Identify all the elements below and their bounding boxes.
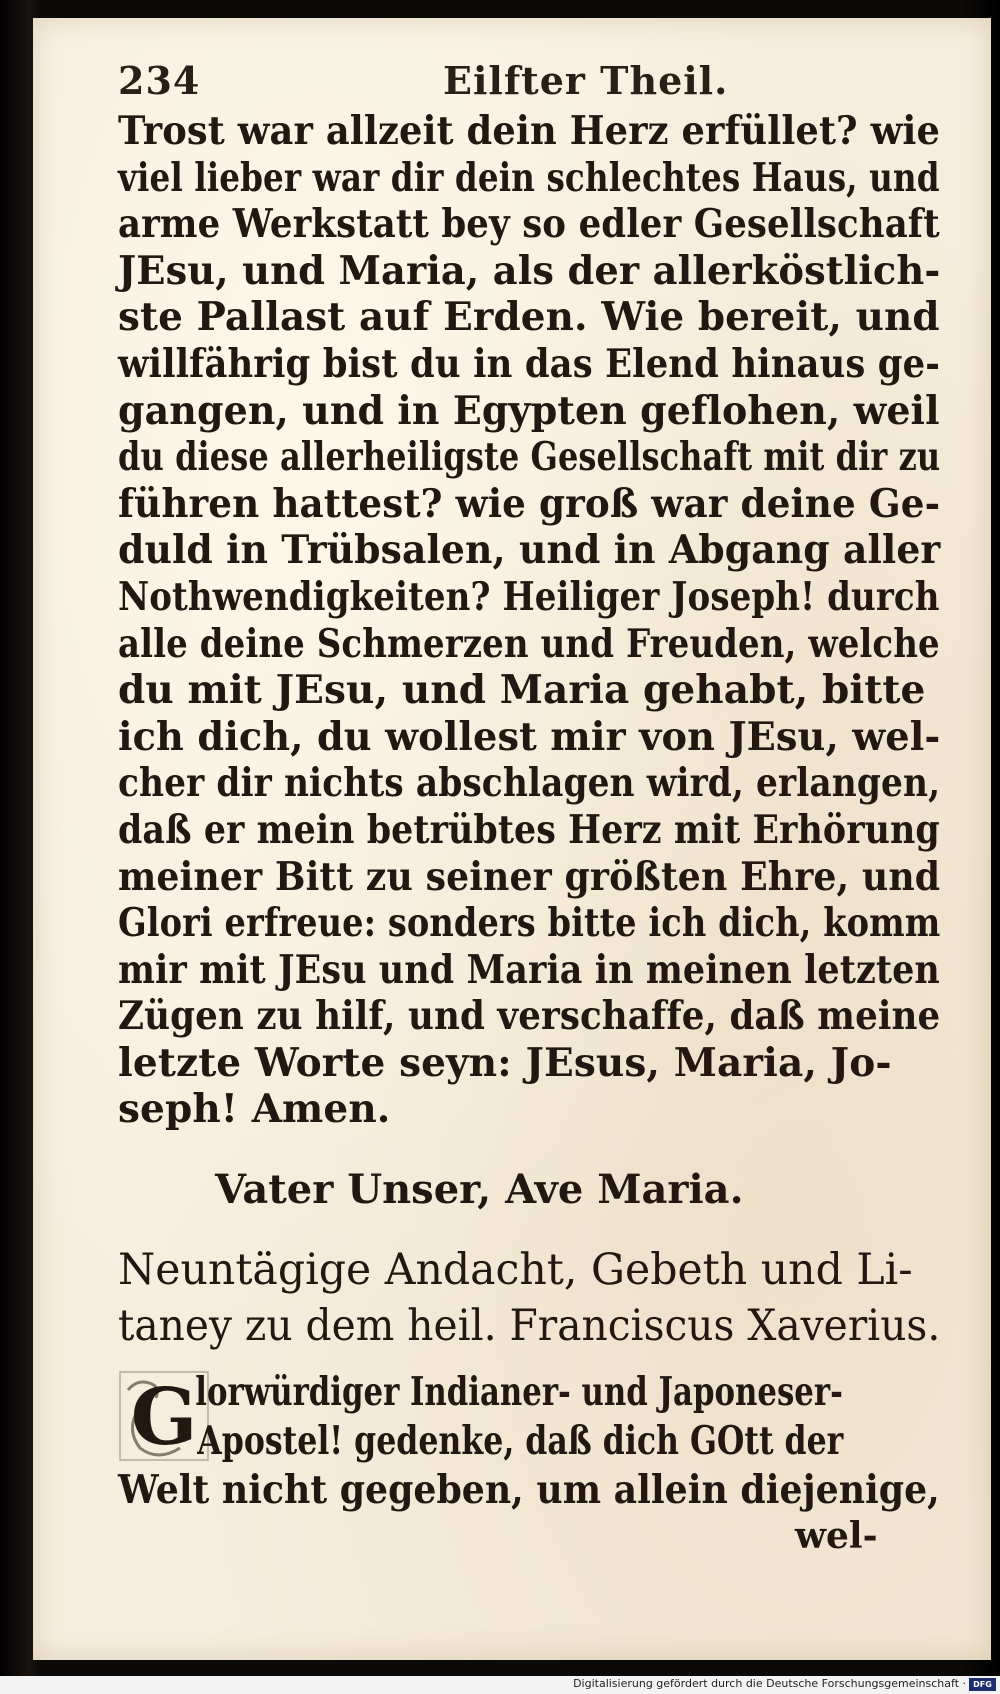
text-line: duld in Trübsalen, und in Abgang aller [118, 527, 941, 574]
text-line: lorwürdiger Indianer- und Japoneser- [195, 1369, 843, 1415]
body-text [118, 108, 940, 1133]
text-line: Welt nicht gegeben, um allein diejenige, [118, 1467, 940, 1513]
section-text [118, 1368, 948, 1515]
dfg-logo: DFG [969, 1678, 996, 1691]
text-line: du mit JEsu, und Maria gehabt, bitte [118, 667, 926, 714]
text-line: arme Werkstatt bey so edler Gesellschaft [118, 201, 940, 248]
running-head-title: Eilfter Theil. [443, 58, 729, 103]
page-number: 234 [118, 58, 201, 103]
heading-line: Neuntägige Andacht, Gebeth und Li- [118, 1245, 913, 1295]
text-line: Trost war allzeit dein Herz erfüllet? wie [118, 108, 940, 154]
text-line: meiner Bitt zu seiner größten Ehre, und [118, 853, 941, 900]
catchword: wel- [795, 1515, 878, 1557]
text-line: gangen, und in Egypten geflohen, weil [118, 387, 940, 434]
text-line: mir mit JEsu und Maria in meinen letzten [118, 946, 940, 993]
text-line: alle deine Schmerzen und Freuden, welche [118, 620, 940, 667]
text-line: Zügen zu hilf, und verschaffe, daß meine [118, 993, 941, 1040]
prayer-line: Vater Unser, Ave Maria. [215, 1166, 744, 1213]
dropcap-letter: G [130, 1372, 198, 1462]
section-heading [118, 1242, 948, 1354]
credit-text: Digitalisierung gefördert durch die Deutsche Forschungsgemeinschaft · [573, 1677, 966, 1690]
text-line: du diese allerheiligste Gesellschaft mit dir zu [118, 434, 941, 481]
text-line: viel lieber war dir dein schlechtes Haus, und [118, 154, 940, 201]
running-head [118, 58, 938, 104]
text-line: willfährig bist du in das Elend hinaus ge- [118, 340, 940, 387]
text-line: Glori erfreue: sonders bitte ich dich, komm [118, 900, 941, 947]
text-line: cher dir nichts abschlagen wird, erlangen, [118, 760, 941, 807]
text-line: Apostel! gedenke, daß dich GOtt der [197, 1418, 844, 1464]
text-line: führen hattest? wie groß war deine Ge- [118, 480, 941, 527]
text-line: ste Pallast auf Erden. Wie bereit, und [118, 294, 940, 341]
text-line: Nothwendigkeiten? Heiliger Joseph! durch [118, 573, 940, 620]
text-line: ich dich, du wollest mir von JEsu, wel- [118, 713, 941, 760]
text-line: daß er mein betrübtes Herz mit Erhörung [118, 806, 940, 853]
heading-line: taney zu dem heil. Franciscus Xaverius. [118, 1301, 941, 1351]
text-line: JEsu, und Maria, als der allerköstlich- [118, 247, 941, 294]
text-line: letzte Worte seyn: JEsus, Maria, Jo- [118, 1039, 892, 1086]
text-line: seph! Amen. [118, 1086, 391, 1133]
footer-bar [0, 1676, 1000, 1694]
